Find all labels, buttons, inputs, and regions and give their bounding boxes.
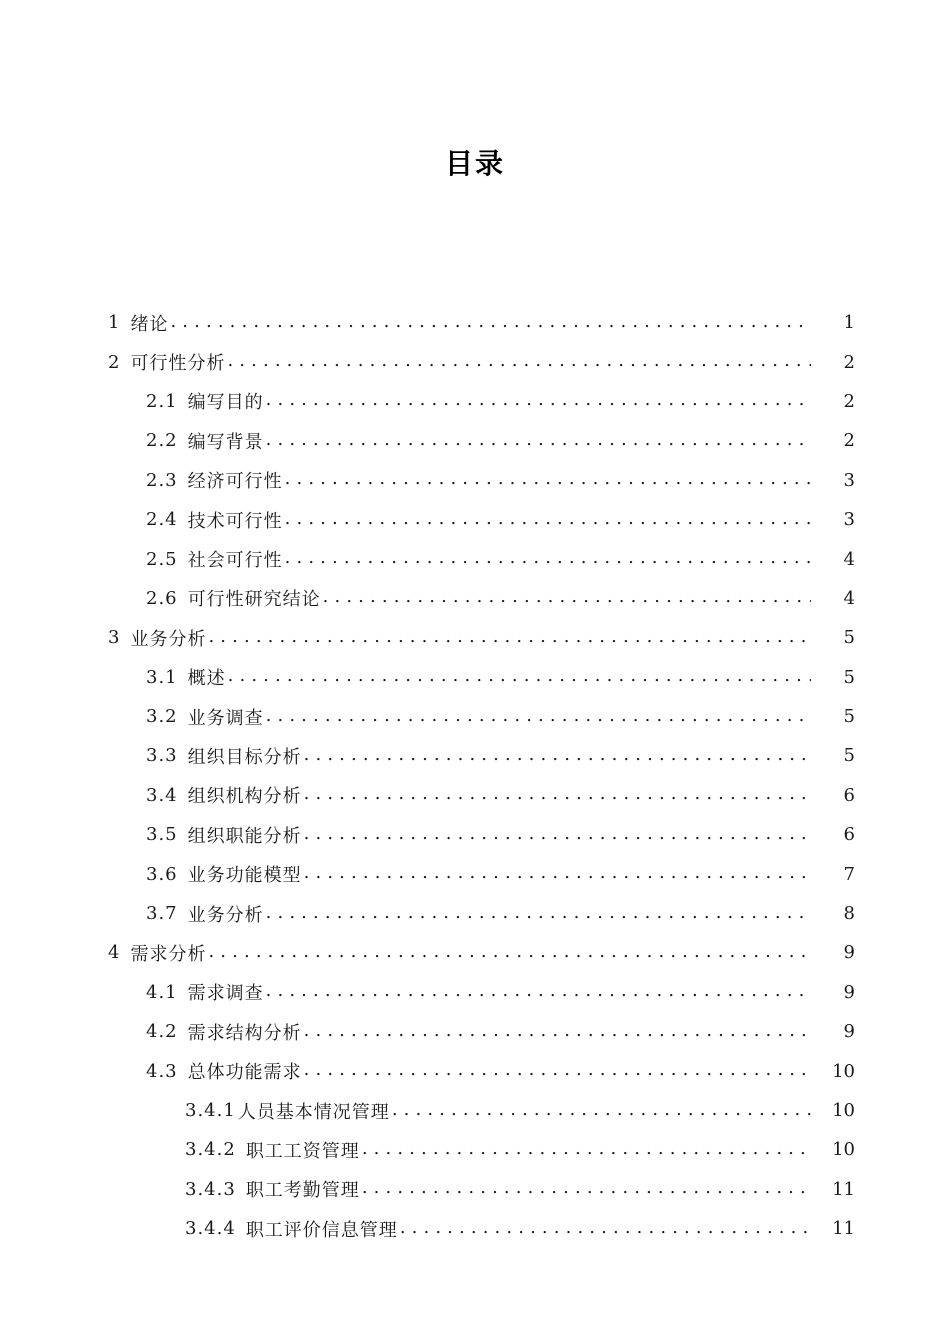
toc-entry[interactable] — [0, 461, 950, 500]
toc-entry[interactable] — [0, 342, 950, 381]
toc-dot-leader — [170, 314, 811, 332]
toc-entry-page: 6 — [843, 824, 855, 846]
toc-dot-leader — [227, 353, 811, 371]
toc-entry-page: 5 — [843, 745, 855, 767]
toc-entry[interactable] — [0, 776, 950, 815]
toc-entry-number: 4.3 — [146, 1060, 178, 1082]
toc-entry-page: 11 — [832, 1218, 855, 1240]
toc-dot-leader — [266, 432, 811, 450]
toc-entry-page: 5 — [843, 706, 855, 728]
toc-dot-leader — [304, 1023, 811, 1041]
toc-entry-label: 经济可行性 — [187, 471, 283, 493]
toc-entry[interactable] — [0, 618, 950, 657]
toc-dot-leader — [266, 905, 811, 923]
toc-entry-page: 8 — [843, 903, 855, 925]
toc-entry-label: 需求结构分析 — [187, 1022, 302, 1044]
toc-entry[interactable] — [0, 1051, 950, 1090]
toc-dot-leader — [400, 1220, 811, 1238]
toc-entry-label: 人员基本情况管理 — [237, 1101, 390, 1123]
toc-entry-label: 职工评价信息管理 — [245, 1219, 398, 1241]
toc-entry[interactable] — [0, 1170, 950, 1209]
toc-entry-number: 2 — [108, 351, 121, 373]
toc-entry-label: 可行性研究结论 — [187, 589, 321, 611]
toc-dot-leader — [304, 865, 811, 883]
toc-entry-page: 9 — [843, 942, 855, 964]
toc-entry[interactable] — [0, 894, 950, 933]
toc-dot-leader — [304, 1062, 811, 1080]
toc-list — [0, 303, 950, 1248]
toc-entry-number: 3.1 — [146, 666, 178, 688]
toc-entry-number: 2.4 — [146, 509, 178, 531]
toc-dot-leader — [285, 550, 811, 568]
toc-dot-leader — [304, 786, 811, 804]
toc-entry-label: 业务功能模型 — [187, 865, 302, 887]
toc-entry-page: 9 — [843, 1021, 855, 1043]
toc-entry-label: 编写目的 — [187, 392, 264, 414]
toc-entry-page: 3 — [843, 509, 855, 531]
toc-dot-leader — [362, 1180, 811, 1198]
toc-entry-number: 4 — [108, 942, 121, 964]
toc-entry-number: 3.4 — [146, 784, 178, 806]
toc-entry-label: 技术可行性 — [187, 510, 283, 532]
toc-dot-leader — [285, 471, 811, 489]
toc-dot-leader — [323, 589, 811, 607]
toc-entry[interactable] — [0, 1091, 950, 1130]
toc-dot-leader — [208, 944, 811, 962]
toc-entry-label: 职工工资管理 — [245, 1140, 360, 1162]
toc-entry-number: 3 — [108, 627, 121, 649]
toc-entry-page: 2 — [843, 430, 855, 452]
toc-entry-label: 可行性分析 — [130, 353, 226, 375]
toc-entry-page: 11 — [832, 1178, 855, 1200]
toc-entry[interactable] — [0, 579, 950, 618]
toc-entry[interactable] — [0, 736, 950, 775]
toc-entry-number: 2.2 — [146, 430, 178, 452]
toc-entry-page: 6 — [843, 784, 855, 806]
toc-entry-page: 10 — [832, 1139, 855, 1161]
toc-entry-number: 3.4.2 — [185, 1139, 236, 1161]
toc-entry-page: 4 — [843, 548, 855, 570]
toc-entry[interactable] — [0, 854, 950, 893]
toc-dot-leader — [304, 747, 811, 765]
toc-entry-label: 业务调查 — [187, 707, 264, 729]
toc-entry-number: 3.4.1 — [185, 1100, 236, 1121]
toc-entry-page: 9 — [843, 981, 855, 1003]
toc-dot-leader — [208, 629, 811, 647]
toc-entry-number: 2.3 — [146, 469, 178, 491]
toc-entry-page: 2 — [843, 351, 855, 373]
toc-entry[interactable] — [0, 697, 950, 736]
toc-entry-number: 3.4.3 — [185, 1178, 236, 1200]
toc-entry-number: 2.6 — [146, 587, 178, 609]
toc-entry-label: 组织机构分析 — [187, 786, 302, 808]
toc-dot-leader — [392, 1102, 811, 1120]
toc-entry-page: 10 — [832, 1100, 855, 1121]
toc-entry-label: 概述 — [187, 668, 226, 690]
toc-entry[interactable] — [0, 973, 950, 1012]
toc-entry-label: 业务分析 — [187, 904, 264, 926]
toc-dot-leader — [266, 983, 811, 1001]
toc-entry-label: 社会可行性 — [187, 550, 283, 572]
toc-entry-page: 7 — [843, 863, 855, 885]
toc-entry-label: 组织目标分析 — [187, 746, 302, 768]
toc-entry-number: 3.5 — [146, 824, 178, 846]
toc-dot-leader — [285, 511, 811, 529]
toc-entry[interactable] — [0, 382, 950, 421]
toc-entry-page: 5 — [843, 666, 855, 688]
toc-entry-number: 1 — [108, 312, 121, 334]
toc-entry-label: 总体功能需求 — [187, 1062, 302, 1084]
toc-entry[interactable] — [0, 815, 950, 854]
toc-entry-number: 3.4.4 — [185, 1218, 236, 1240]
toc-entry-label: 职工考勤管理 — [245, 1180, 360, 1202]
toc-entry-page: 4 — [843, 587, 855, 609]
toc-entry-number: 3.2 — [146, 706, 178, 728]
toc-entry-page: 10 — [832, 1060, 855, 1082]
toc-entry[interactable] — [0, 500, 950, 539]
toc-entry-label: 组织职能分析 — [187, 825, 302, 847]
toc-entry-label: 业务分析 — [130, 628, 207, 650]
toc-entry-page: 1 — [843, 312, 855, 334]
toc-entry-label: 需求分析 — [130, 943, 207, 965]
toc-entry[interactable] — [0, 1209, 950, 1248]
toc-title: 目录 — [444, 147, 505, 180]
toc-dot-leader — [266, 708, 811, 726]
toc-entry[interactable] — [0, 303, 950, 342]
toc-entry-number: 3.6 — [146, 863, 178, 885]
toc-dot-leader — [362, 1141, 811, 1159]
toc-entry-label: 编写背景 — [187, 431, 264, 453]
toc-entry[interactable] — [0, 933, 950, 972]
toc-entry-number: 2.1 — [146, 390, 178, 412]
toc-entry-page: 5 — [843, 627, 855, 649]
toc-entry-number: 3.3 — [146, 745, 178, 767]
toc-entry-number: 4.2 — [146, 1021, 178, 1043]
toc-entry-label: 绪论 — [130, 313, 169, 335]
toc-entry[interactable] — [0, 1130, 950, 1169]
toc-entry-number: 4.1 — [146, 981, 178, 1003]
toc-entry[interactable] — [0, 658, 950, 697]
toc-entry[interactable] — [0, 421, 950, 460]
toc-entry-number: 3.7 — [146, 903, 178, 925]
toc-entry-label: 需求调查 — [187, 983, 264, 1005]
toc-entry[interactable] — [0, 539, 950, 578]
toc-entry-number: 2.5 — [146, 548, 178, 570]
toc-entry[interactable] — [0, 1012, 950, 1051]
toc-dot-leader — [304, 826, 811, 844]
toc-entry-page: 3 — [843, 469, 855, 491]
toc-entry-page: 2 — [843, 390, 855, 412]
toc-dot-leader — [228, 668, 811, 686]
toc-dot-leader — [266, 392, 811, 410]
